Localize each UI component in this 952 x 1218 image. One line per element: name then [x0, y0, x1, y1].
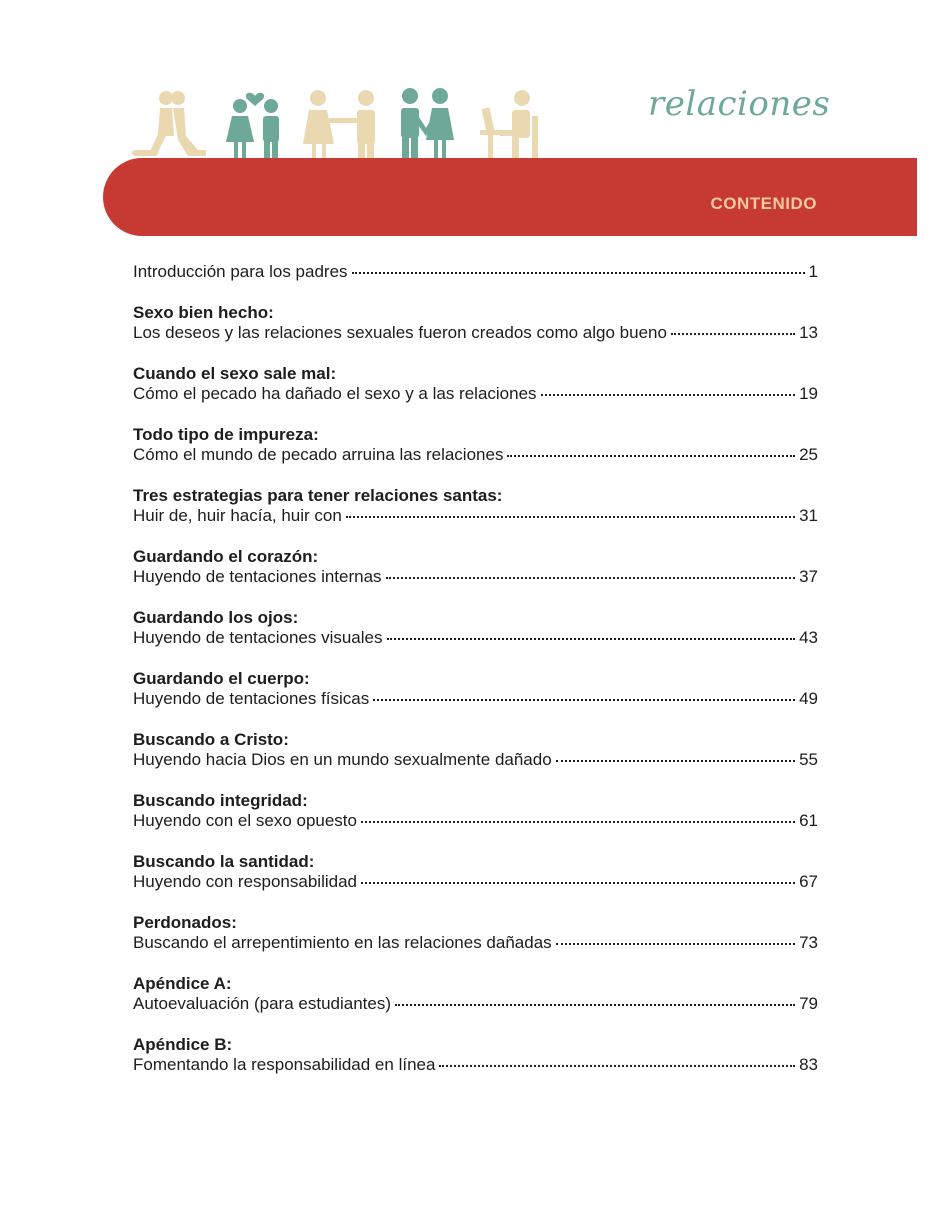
toc-entry[interactable] [133, 425, 818, 486]
toc-entry[interactable] [133, 730, 818, 791]
toc-entry-title: Autoevaluación (para estudiantes) [133, 994, 391, 1013]
toc-entry[interactable] [133, 669, 818, 730]
toc-entry-title: Fomentando la responsabilidad en línea [133, 1055, 436, 1074]
dot-leader [507, 455, 795, 457]
toc-entry-heading: Buscando la santidad: [133, 852, 315, 871]
couple-with-heart-icon [226, 93, 279, 160]
dot-leader [541, 394, 796, 396]
toc-entry-heading: Buscando a Cristo: [133, 730, 289, 749]
toc-entry-heading: Guardando el corazón: [133, 547, 319, 566]
dot-leader [387, 638, 796, 640]
toc-entry-heading: Apéndice A: [133, 974, 232, 993]
toc-entry-title: Introducción para los padres [133, 262, 348, 281]
toc-entry-page-number: 43 [799, 628, 818, 647]
toc-entry-line [133, 933, 818, 953]
toc-entry-page-number: 83 [799, 1055, 818, 1074]
toc-entry-line [133, 384, 818, 404]
toc-entry-page-number: 73 [799, 933, 818, 952]
header-figures [128, 84, 568, 164]
toc-entry-page-number: 79 [799, 994, 818, 1013]
toc-entry-line [133, 323, 818, 343]
person-at-computer-icon [480, 90, 538, 160]
toc-entry-page-number: 13 [799, 323, 818, 342]
toc-entry[interactable] [133, 1035, 818, 1096]
toc-entry[interactable] [133, 486, 818, 547]
dot-leader [346, 516, 795, 518]
toc-entry-page-number: 1 [808, 262, 818, 281]
brand-title: relaciones [648, 84, 831, 124]
dot-leader [439, 1065, 795, 1067]
dot-leader [395, 1004, 795, 1006]
toc-entry-title: Huir de, huir hacía, huir con [133, 506, 342, 525]
toc-entry-heading: Guardando los ojos: [133, 608, 299, 627]
toc-entry-line [133, 811, 818, 831]
toc-entry-page-number: 19 [799, 384, 818, 403]
toc-entry-title: Huyendo con el sexo opuesto [133, 811, 357, 830]
toc-entry-title: Huyendo hacia Dios en un mundo sexualmente dañado [133, 750, 552, 769]
toc-entry[interactable] [133, 852, 818, 913]
toc-entry-title: Huyendo de tentaciones visuales [133, 628, 383, 647]
toc-entry-title: Los deseos y las relaciones sexuales fueron creados como algo bueno [133, 323, 667, 342]
toc-entry-heading: Tres estrategias para tener relaciones santas: [133, 486, 503, 505]
toc-entry-line [133, 445, 818, 465]
toc-entry[interactable] [133, 262, 818, 303]
dot-leader [671, 333, 795, 335]
toc-entry[interactable] [133, 547, 818, 608]
toc-entry-line [133, 689, 818, 709]
header [0, 0, 952, 245]
toc-entry-page-number: 37 [799, 567, 818, 586]
dot-leader [361, 882, 795, 884]
toc-entry-heading: Perdonados: [133, 913, 237, 932]
toc-entry-title: Huyendo con responsabilidad [133, 872, 357, 891]
toc-entry-heading: Cuando el sexo sale mal: [133, 364, 337, 383]
toc-entry-line [133, 994, 818, 1014]
toc-entry-title: Buscando el arrepentimiento en las relaciones dañadas [133, 933, 552, 952]
toc-entry-line [133, 506, 818, 526]
handshake-couple-icon [303, 90, 375, 160]
toc-entry-page-number: 49 [799, 689, 818, 708]
toc-entry[interactable] [133, 974, 818, 1035]
toc-entry-heading: Guardando el cuerpo: [133, 669, 310, 688]
toc-entry-heading: Apéndice B: [133, 1035, 233, 1054]
contents-title: CONTENIDO [710, 194, 817, 213]
toc-entry-heading: Buscando integridad: [133, 791, 308, 810]
toc-entry-title: Cómo el pecado ha dañado el sexo y a las relaciones [133, 384, 537, 403]
toc-entry-title: Huyendo de tentaciones internas [133, 567, 382, 586]
toc-entry-line [133, 750, 818, 770]
toc-entry-line [133, 262, 818, 282]
dot-leader [352, 272, 805, 274]
embracing-couple-icon [401, 88, 454, 160]
toc-entry[interactable] [133, 364, 818, 425]
toc-entry[interactable] [133, 913, 818, 974]
toc-entry[interactable] [133, 791, 818, 852]
kissing-couple-icon [132, 91, 206, 156]
toc-entry-heading: Sexo bien hecho: [133, 303, 274, 322]
toc-entry-heading: Todo tipo de impureza: [133, 425, 319, 444]
toc-entry-line [133, 567, 818, 587]
dot-leader [556, 760, 795, 762]
toc-entry[interactable] [133, 608, 818, 669]
toc-entry-page-number: 25 [799, 445, 818, 464]
toc-entry-page-number: 31 [799, 506, 818, 525]
toc-entry[interactable] [133, 303, 818, 364]
toc-entry-line [133, 628, 818, 648]
dot-leader [556, 943, 795, 945]
table-of-contents [133, 262, 818, 1096]
contents-banner [103, 158, 917, 236]
toc-entry-line [133, 872, 818, 892]
toc-entry-page-number: 61 [799, 811, 818, 830]
toc-entry-page-number: 55 [799, 750, 818, 769]
dot-leader [361, 821, 795, 823]
toc-entry-page-number: 67 [799, 872, 818, 891]
toc-entry-title: Cómo el mundo de pecado arruina las relaciones [133, 445, 504, 464]
dot-leader [373, 699, 795, 701]
toc-entry-line [133, 1055, 818, 1075]
toc-entry-title: Huyendo de tentaciones físicas [133, 689, 370, 708]
dot-leader [386, 577, 796, 579]
